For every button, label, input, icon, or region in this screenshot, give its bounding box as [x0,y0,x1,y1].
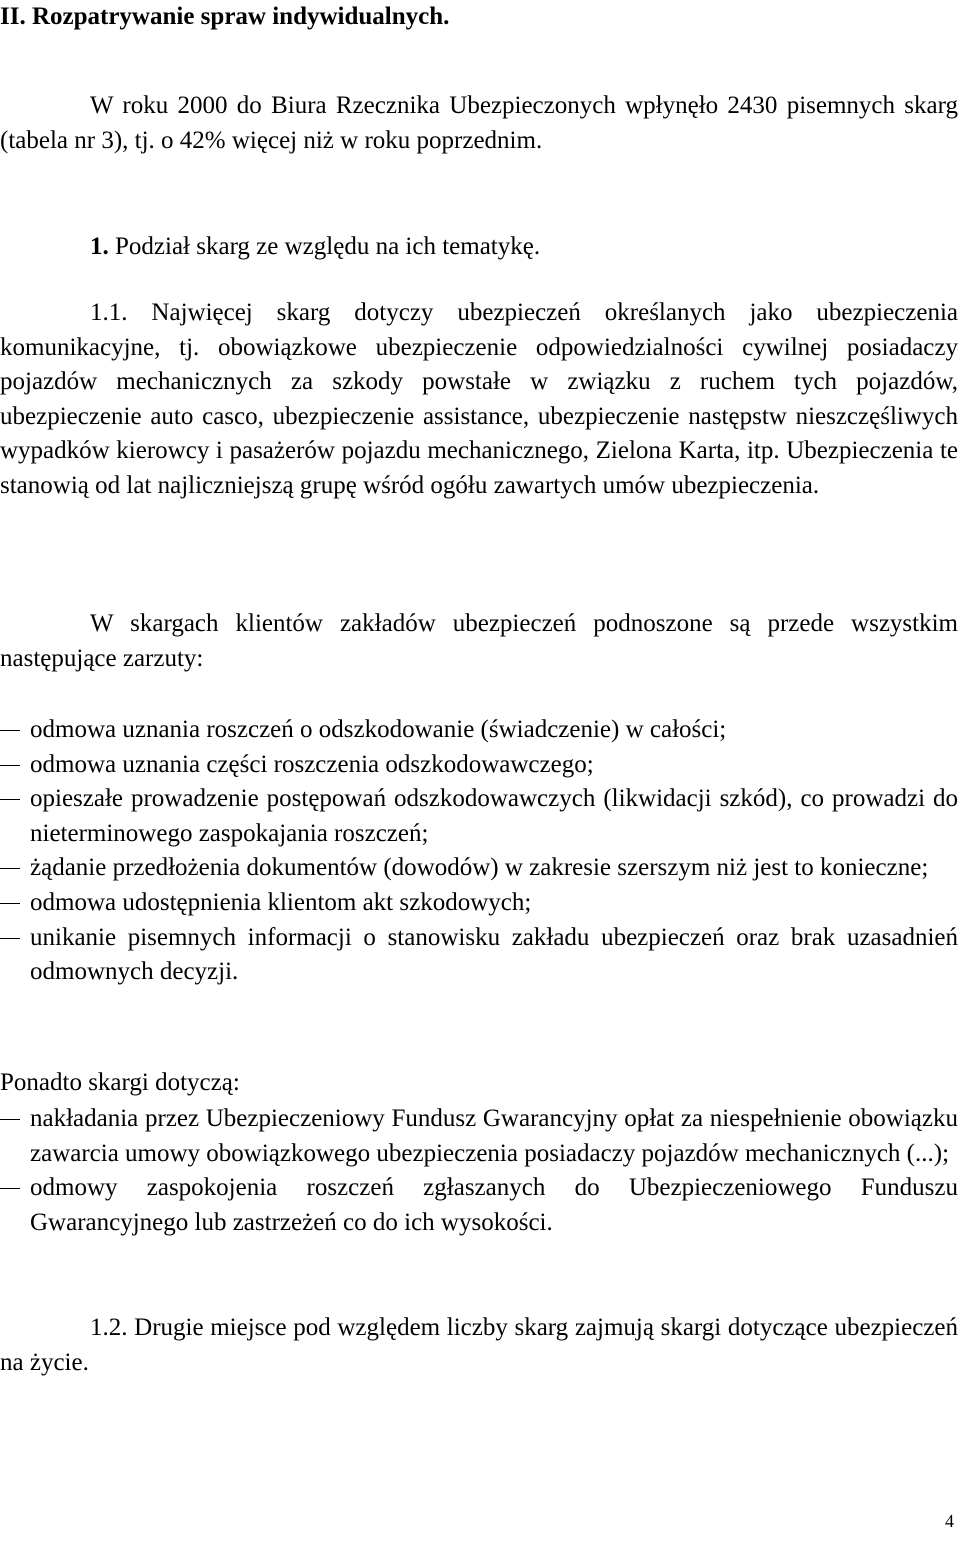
list-item: odmowa udostępnienia klientom akt szkodowych; [0,886,958,921]
complaints-intro-paragraph: W skargach klientów zakładów ubezpieczeń podnoszone są przede wszystkim następujące zarzuty: [0,610,958,672]
chapter-heading: II. Rozpatrywanie spraw indywidualnych. [0,3,450,30]
dash-bullet-icon [0,903,20,904]
intro-paragraph: W roku 2000 do Biura Rzecznika Ubezpieczonych wpłynęło 2430 pisemnych skarg (tabela nr 3), tj. o 42% więcej niż w roku poprzednim. [0,92,958,154]
list-item: opieszałe prowadzenie postępowań odszkodowawczych (likwidacji szkód), co prowadzi do nieterminowego zaspokajania roszczeń; [0,782,958,851]
section-1-title: Podział skarg ze względu na ich tematykę. [115,233,541,260]
dash-bullet-icon [0,868,20,869]
list-item: odmowa uznania roszczeń o odszkodowanie (świadczenie) w całości; [0,713,958,748]
section-1-heading [90,230,540,264]
dash-bullet-icon [0,730,20,731]
section-1-number: 1. [90,233,109,260]
dash-bullet-icon [0,799,20,800]
additional-list [0,1102,958,1240]
list-item: żądanie przedłożenia dokumentów (dowodów) w zakresie szerszym niż jest to konieczne; [0,851,958,886]
additional-intro: Ponadto skargi dotyczą: [0,1069,240,1096]
list-item: nakładania przez Ubezpieczeniowy Fundusz Gwarancyjny opłat za niespełnienie obowiązku zawarcia umowy obowiązkowego ubezpieczenia posiadaczy pojazdów mechanicznych (...); [0,1102,958,1171]
paragraph-1-2: 1.2. Drugie miejsce pod względem liczby skarg zajmują skargi dotyczące ubezpieczeń na życie. [0,1314,958,1376]
complaints-list [0,713,958,990]
list-item: odmowa uznania części roszczenia odszkodowawczego; [0,748,958,783]
page-number: 4 [945,1511,954,1531]
list-item: odmowy zaspokojenia roszczeń zgłaszanych do Ubezpieczeniowego Funduszu Gwarancyjnego lub zastrzeżeń co do ich wysokości. [0,1171,958,1240]
dash-bullet-icon [0,765,20,766]
list-item: unikanie pisemnych informacji o stanowisku zakładu ubezpieczeń oraz brak uzasadnień odmownych decyzji. [0,921,958,990]
dash-bullet-icon [0,1188,20,1189]
dash-bullet-icon [0,1119,20,1120]
paragraph-1-1: 1.1. Najwięcej skarg dotyczy ubezpieczeń określanych jako ubezpieczenia komunikacyjne, tj. obowiązkowe ubezpieczenie odpowiedzialności cywilnej posiadaczy pojazdów mechanicznych za szkody powstałe w związku z ruchem tych pojazdów, ubezpieczenie auto casco, ubezpieczenie assistance, ubezpieczenie następstw nieszczęśliwych wypadków kierowcy i pasażerów pojazdu mechanicznego, Zielona Karta, itp. Ubezpieczenia te stanowią od lat najliczniejszą grupę wśród ogółu zawartych umów ubezpieczenia. [0,299,958,499]
dash-bullet-icon [0,938,20,939]
